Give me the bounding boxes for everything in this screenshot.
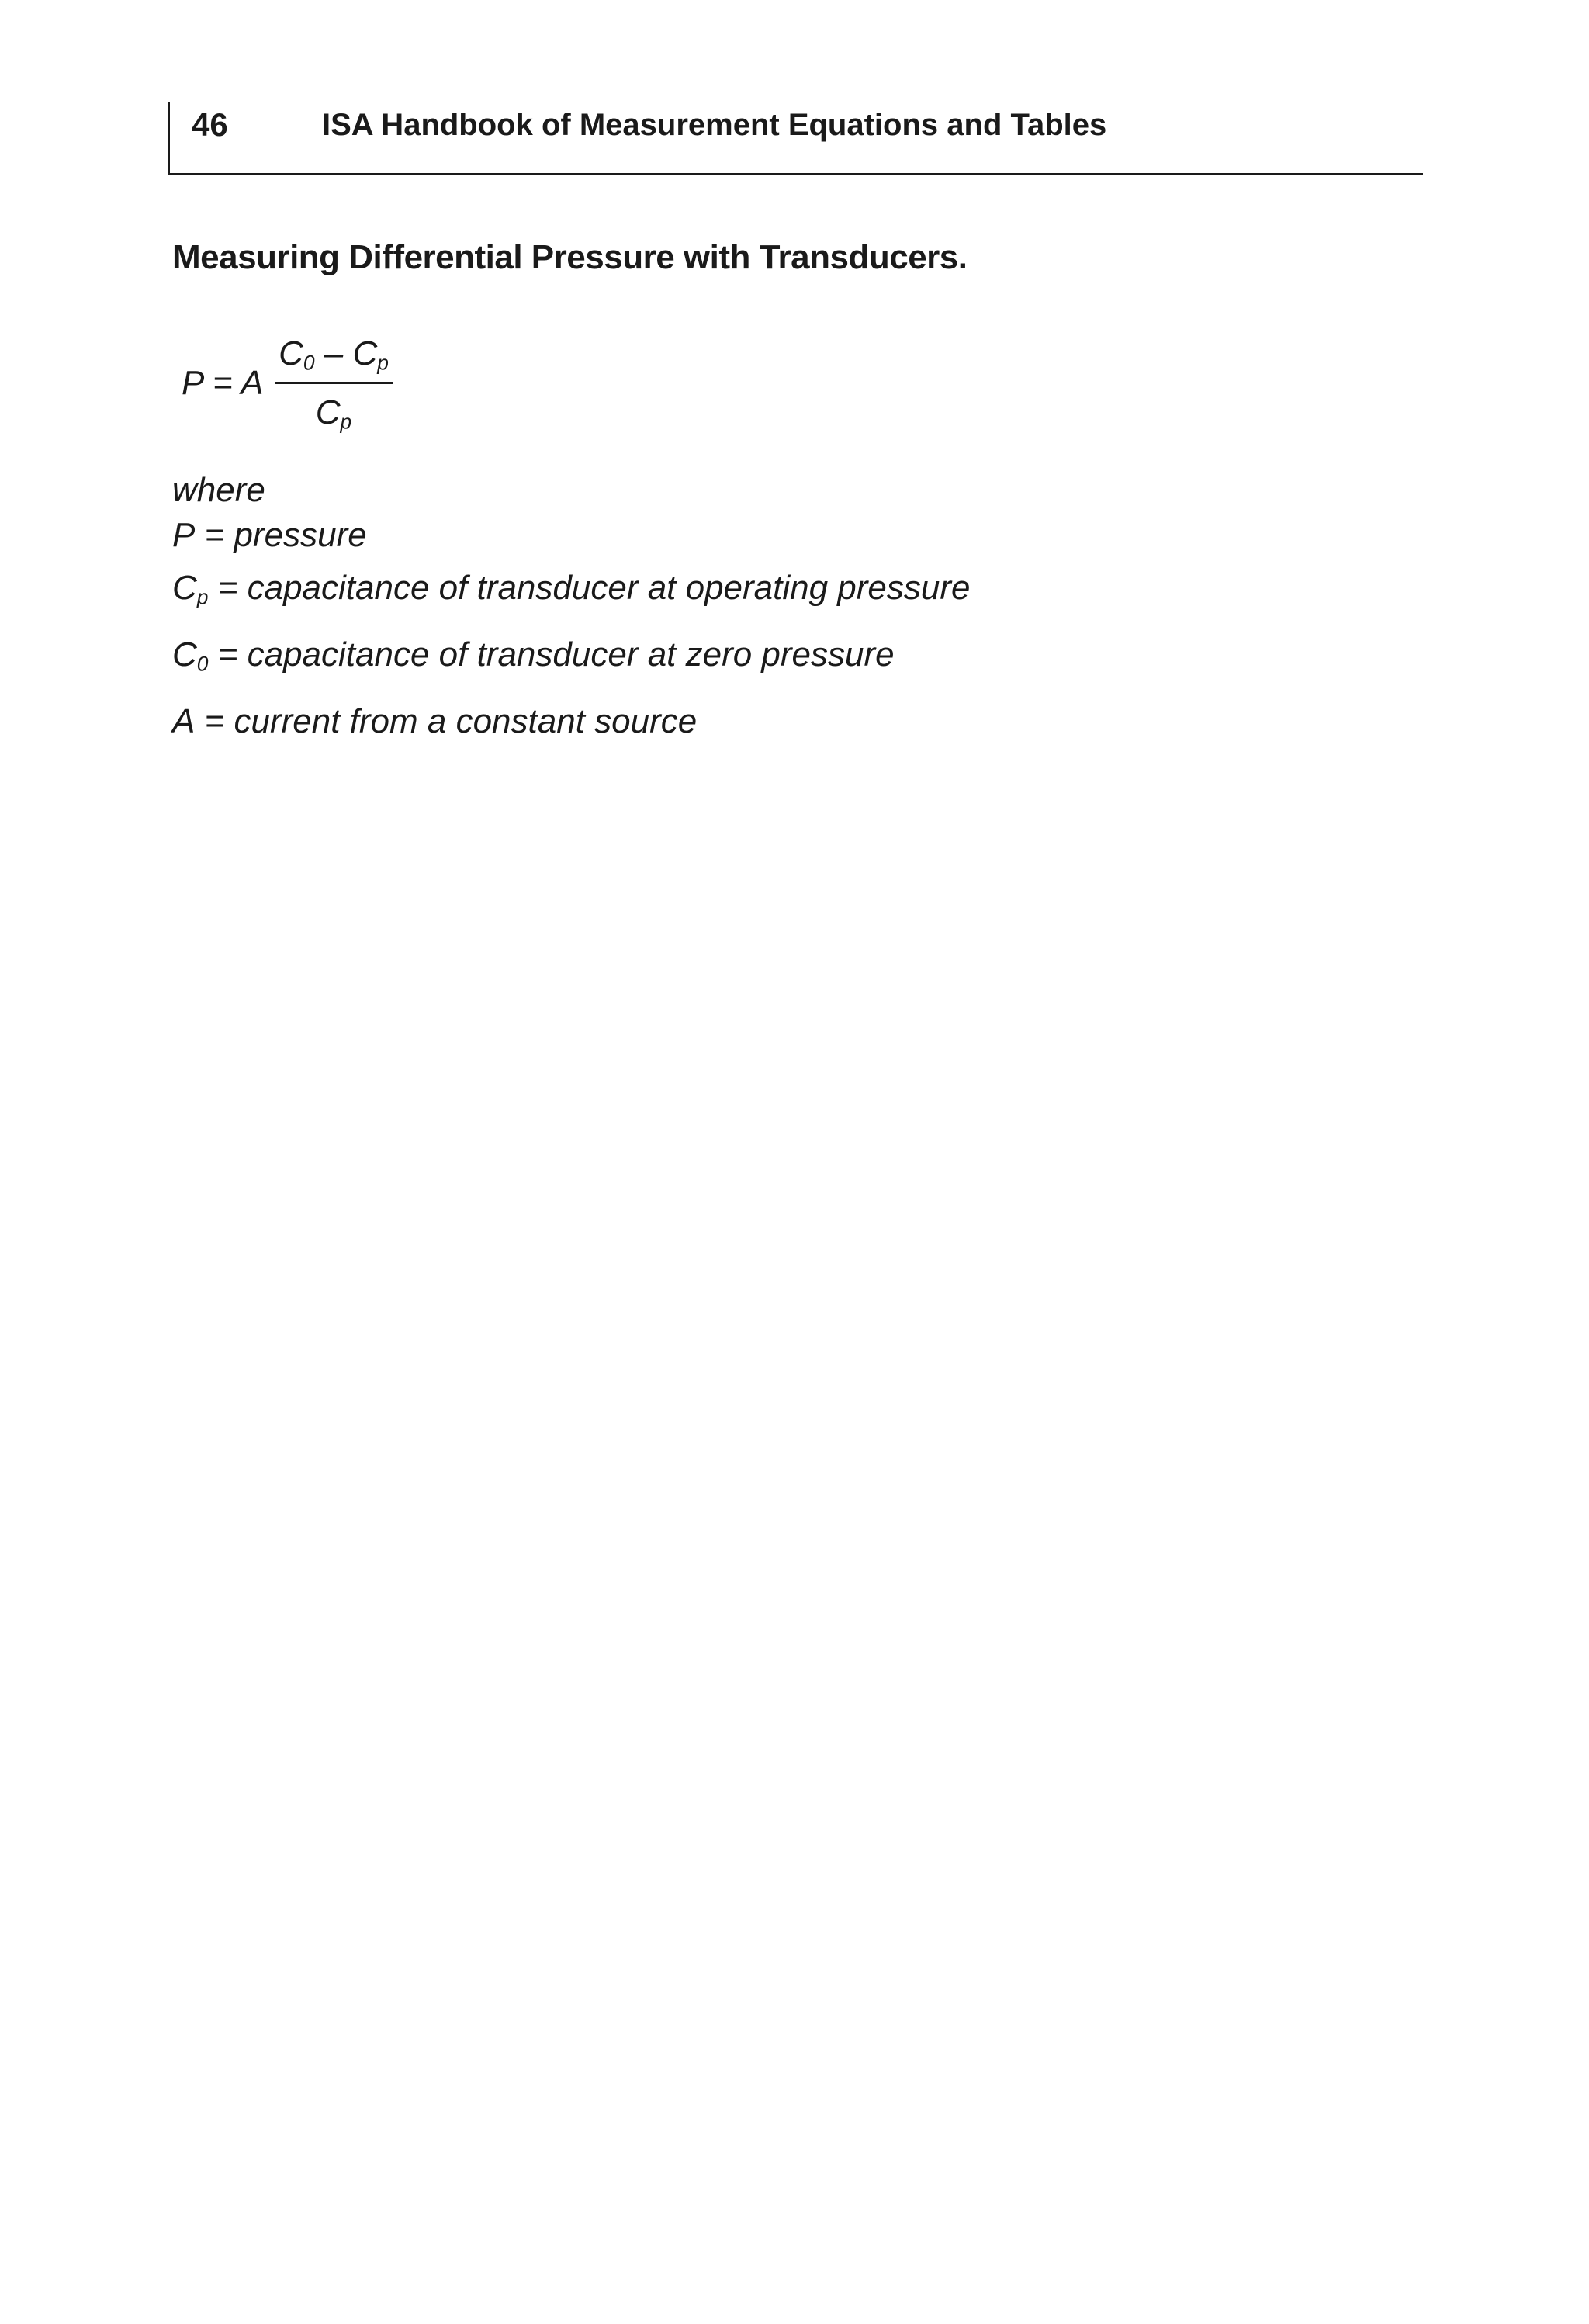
fraction-bar bbox=[275, 382, 393, 384]
formula-numerator bbox=[275, 331, 393, 386]
formula-fraction bbox=[275, 331, 393, 447]
definition-item bbox=[172, 514, 367, 566]
definition-subscript: p bbox=[196, 585, 209, 609]
definition-text: = pressure bbox=[195, 516, 367, 554]
definition-symbol: A bbox=[172, 702, 196, 740]
definition-item bbox=[172, 700, 697, 753]
numerator-operator: – bbox=[314, 334, 353, 372]
denominator-sub: p bbox=[340, 410, 352, 434]
formula-denominator bbox=[275, 390, 393, 445]
running-title: ISA Handbook of Measurement Equations and Tables bbox=[322, 108, 1107, 142]
numerator-c1: C bbox=[279, 334, 303, 372]
numerator-c2: C bbox=[352, 334, 378, 372]
formula-lhs: P = A bbox=[182, 364, 264, 402]
definition-text: = capacitance of transducer at operating pressure bbox=[208, 569, 971, 607]
numerator-c2-sub: p bbox=[377, 351, 389, 375]
pressure-formula bbox=[182, 331, 414, 447]
definition-text: = current from a constant source bbox=[195, 702, 698, 740]
definition-item bbox=[172, 566, 971, 619]
definitions-intro: where bbox=[172, 471, 265, 509]
page-number: 46 bbox=[192, 106, 228, 143]
definition-symbol: C bbox=[172, 569, 197, 607]
section-heading: Measuring Differential Pressure with Transducers. bbox=[172, 238, 968, 276]
denominator-c: C bbox=[315, 393, 341, 431]
definition-symbol: C bbox=[172, 636, 197, 674]
definition-subscript: 0 bbox=[196, 652, 209, 676]
definition-symbol: P bbox=[172, 516, 196, 554]
numerator-c1-sub: 0 bbox=[303, 351, 315, 375]
definition-item bbox=[172, 633, 895, 686]
page-header bbox=[168, 102, 1423, 175]
definition-text: = capacitance of transducer at zero pressure bbox=[208, 636, 895, 674]
